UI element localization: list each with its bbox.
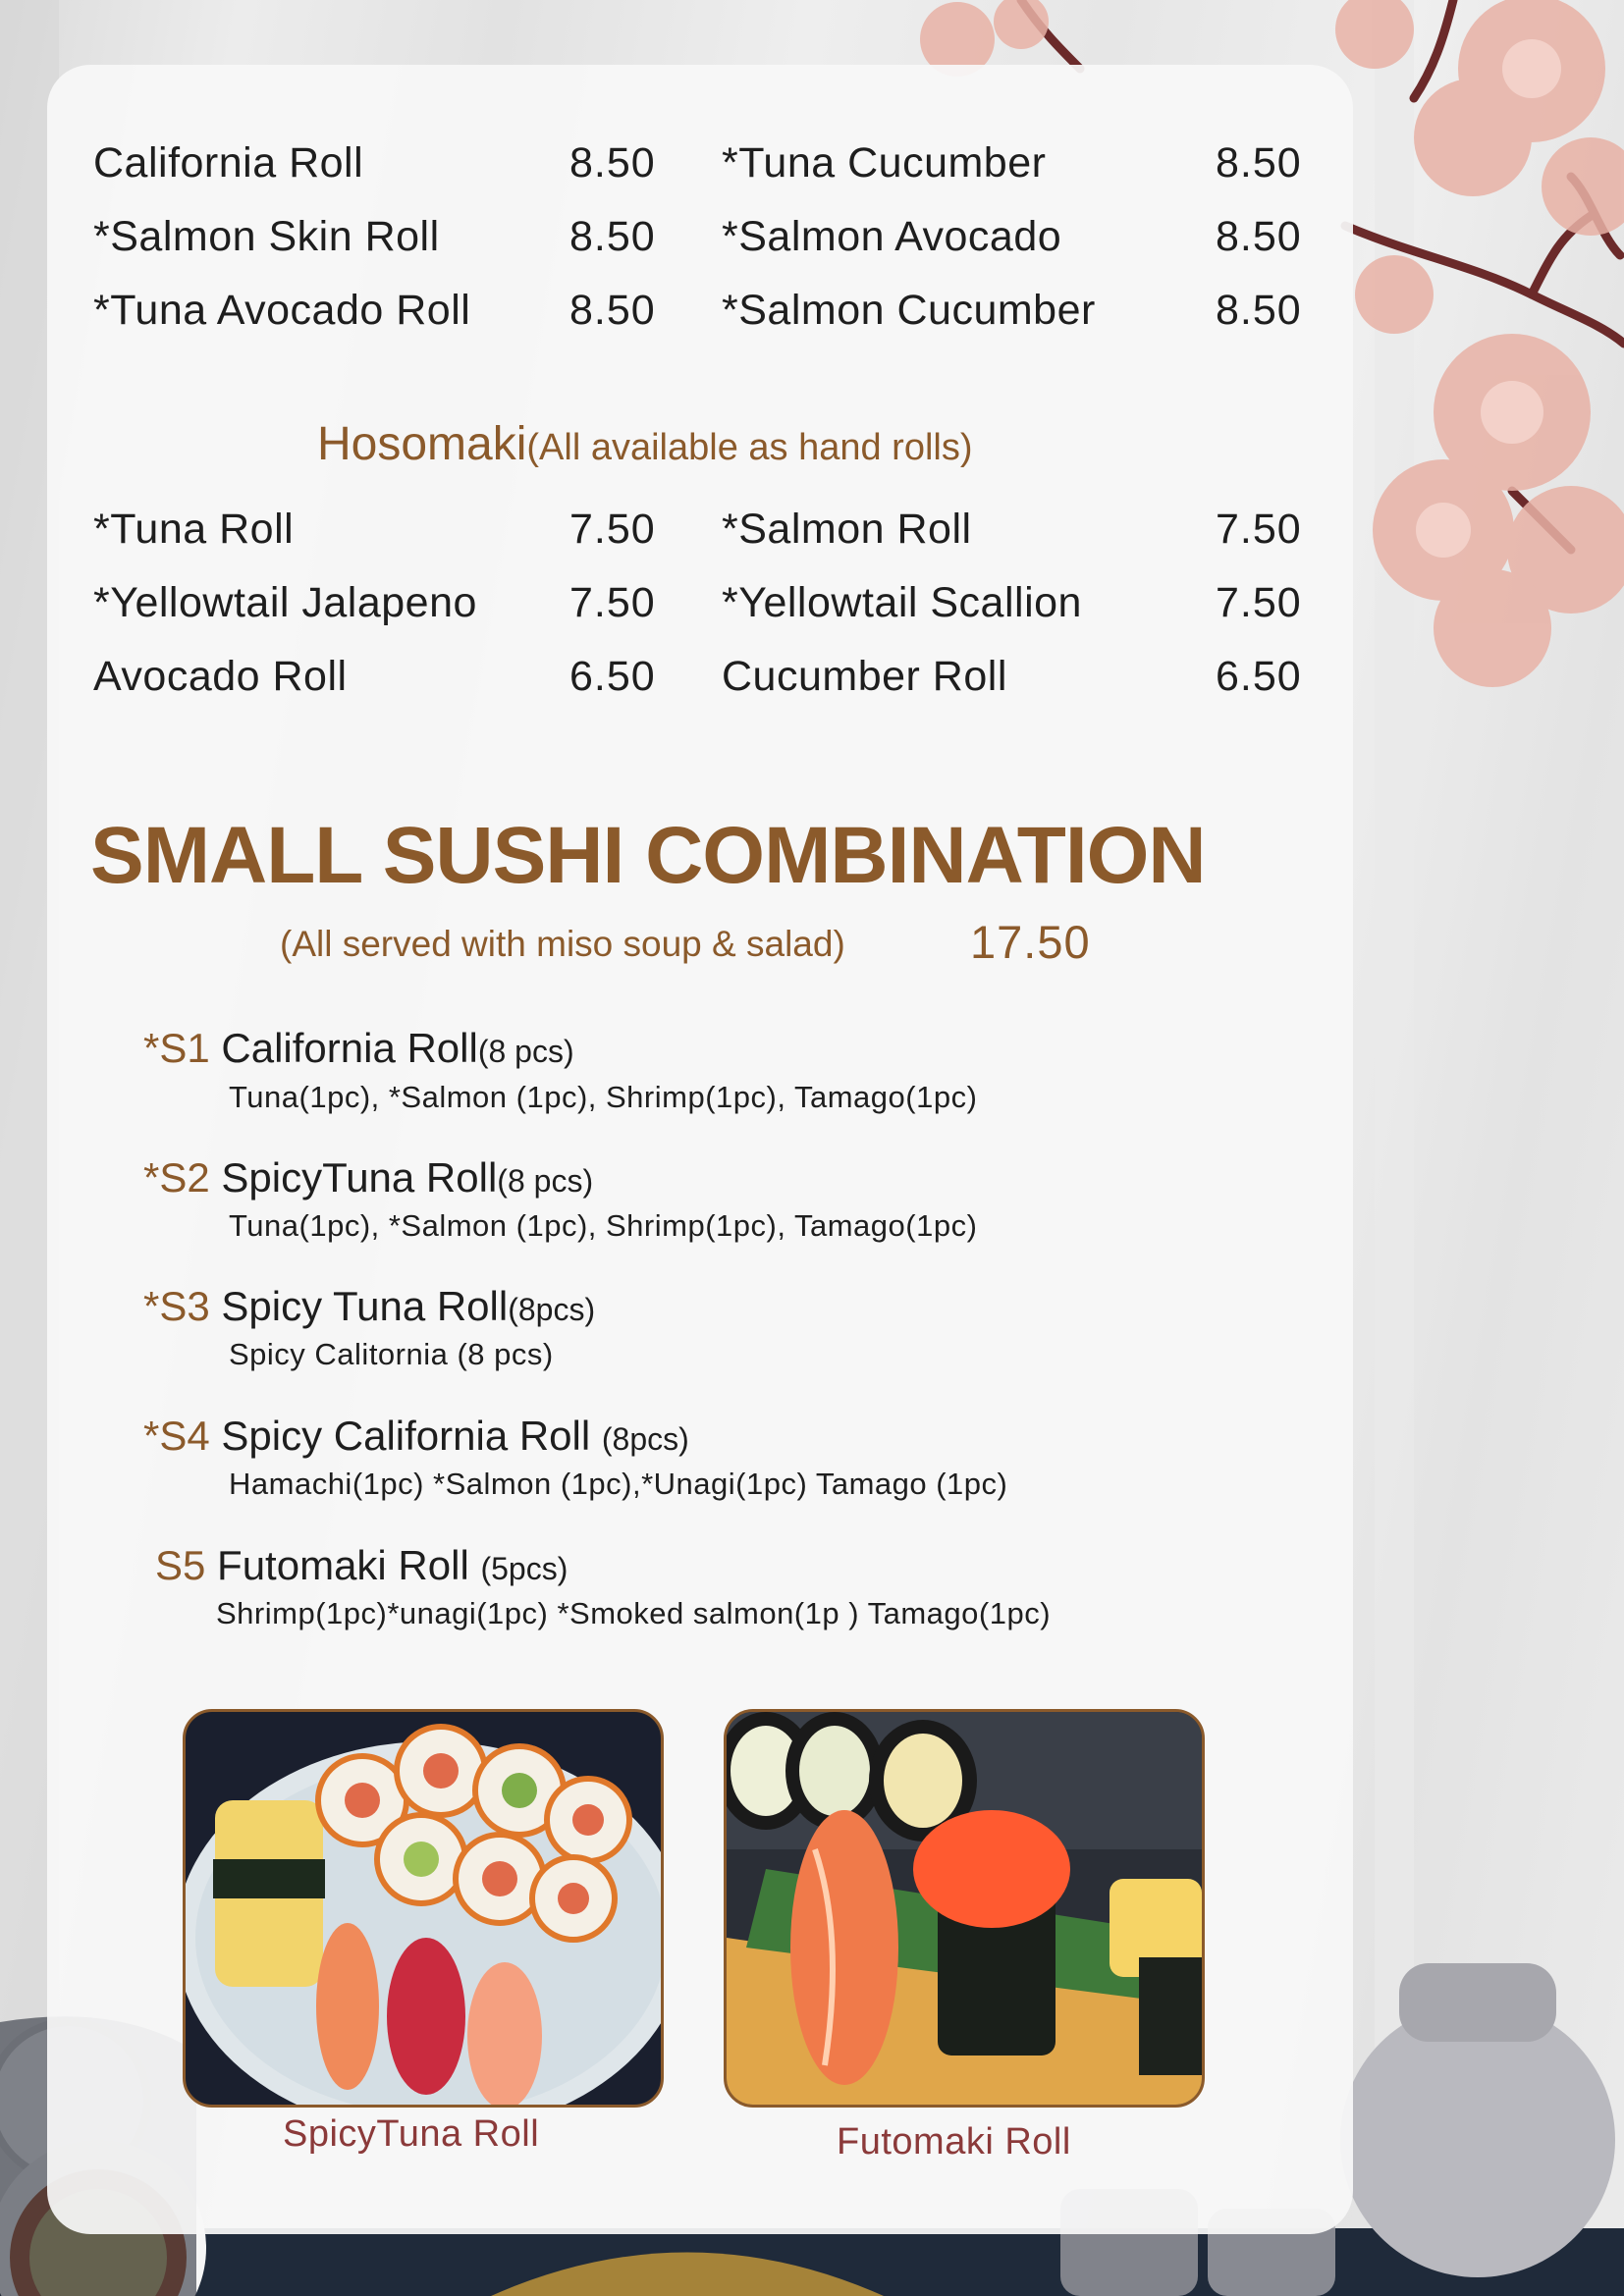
menu-item-price: 8.50 [1216, 213, 1302, 260]
hosomaki-subtitle: (All available as hand rolls) [526, 427, 973, 468]
hosomaki-title: Hosomaki [317, 418, 527, 470]
combo-desc: Tuna(1pc), *Salmon (1pc), Shrimp(1pc), Tamago(1pc) [229, 1080, 978, 1114]
combo-name: Spicy California Roll [221, 1413, 591, 1459]
menu-item-price: 7.50 [1216, 579, 1302, 626]
menu-item-price: 8.50 [569, 213, 656, 260]
menu-item-price: 7.50 [569, 506, 656, 553]
combo-pcs: (8pcs) [508, 1292, 596, 1327]
combo-desc: Spicy Calitornia (8 pcs) [229, 1337, 554, 1371]
menu-item-name: Cucumber Roll [722, 653, 1007, 700]
combo-item [143, 1283, 595, 1330]
menu-item-price: 8.50 [569, 139, 656, 187]
menu-item-name: *Tuna Cucumber [722, 139, 1047, 187]
combo-code: *S4 [143, 1413, 210, 1459]
combo-code: *S1 [143, 1025, 210, 1071]
combo-title: SMALL SUSHI COMBINATION [90, 811, 1206, 900]
combo-name: Futomaki Roll [217, 1542, 469, 1588]
menu-item-name: *Tuna Roll [93, 506, 295, 553]
combo-item [143, 1413, 689, 1460]
combo-pcs: (8 pcs) [497, 1163, 594, 1199]
menu-item-name: *Salmon Roll [722, 506, 972, 553]
combo-pcs: (5pcs) [480, 1551, 568, 1586]
menu-item-price: 6.50 [569, 653, 656, 700]
menu-item-name: *Salmon Avocado [722, 213, 1062, 260]
combo-item [143, 1025, 574, 1072]
combo-item [143, 1154, 593, 1201]
menu-item-price: 6.50 [1216, 653, 1302, 700]
combo-price: 17.50 [970, 916, 1091, 968]
menu-item-price: 8.50 [1216, 139, 1302, 187]
menu-item-name: *Yellowtail Scallion [722, 579, 1082, 626]
menu-item-price: 8.50 [1216, 287, 1302, 334]
combo-desc: Tuna(1pc), *Salmon (1pc), Shrimp(1pc), Tamago(1pc) [229, 1208, 978, 1243]
menu-item-price: 7.50 [1216, 506, 1302, 553]
combo-note: (All served with miso soup & salad) [280, 924, 845, 964]
menu-item-name: *Tuna Avocado Roll [93, 287, 471, 334]
combo-item [155, 1542, 568, 1589]
combo-code: S5 [155, 1542, 206, 1588]
combo-pcs: (8 pcs) [477, 1034, 574, 1069]
menu-item-name: Avocado Roll [93, 653, 348, 700]
menu-item-price: 8.50 [569, 287, 656, 334]
photo-caption: Futomaki Roll [837, 2121, 1071, 2163]
combo-name: SpicyTuna Roll [221, 1154, 498, 1201]
sushi-plate-photo [183, 1709, 664, 2108]
combo-pcs: (8pcs) [601, 1421, 689, 1457]
combo-code: *S2 [143, 1154, 210, 1201]
menu-item-name: California Roll [93, 139, 364, 187]
menu-item-price: 7.50 [569, 579, 656, 626]
futomaki-photo [724, 1709, 1205, 2108]
combo-name: California Roll [221, 1025, 478, 1071]
combo-code: *S3 [143, 1283, 210, 1329]
combo-desc: Shrimp(1pc)*unagi(1pc) *Smoked salmon(1p ) Tamago(1pc) [216, 1596, 1052, 1630]
photo-caption: SpicyTuna Roll [283, 2113, 540, 2155]
combo-desc: Hamachi(1pc) *Salmon (1pc),*Unagi(1pc) Tamago (1pc) [229, 1467, 1008, 1501]
menu-item-name: *Salmon Cucumber [722, 287, 1096, 334]
hosomaki-heading [317, 417, 973, 471]
menu-item-name: *Yellowtail Jalapeno [93, 579, 477, 626]
combo-name: Spicy Tuna Roll [221, 1283, 509, 1329]
menu-item-name: *Salmon Skin Roll [93, 213, 440, 260]
